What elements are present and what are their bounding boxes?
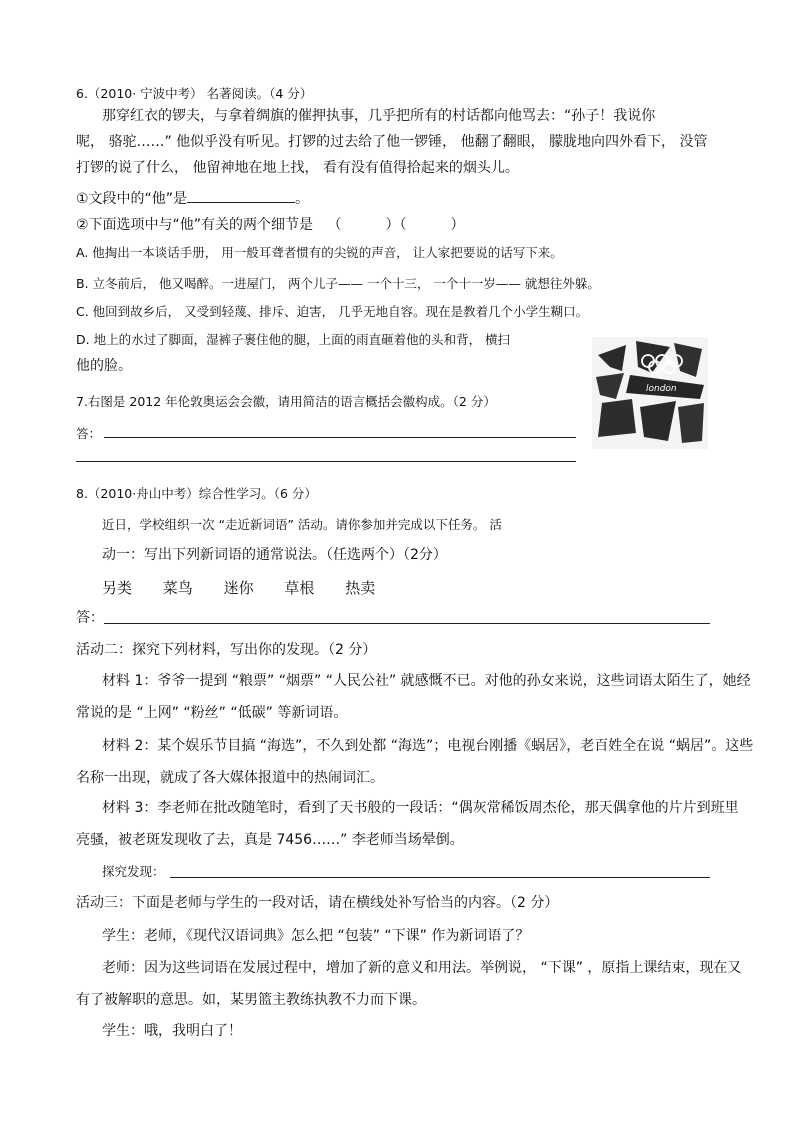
q7-answer-line-1[interactable]: [104, 437, 576, 438]
q8-dialog-teacher-line-2: 有了被解职的意思。如，某男篮主教练执教不力而下课。: [76, 992, 426, 1008]
word-item: 草根: [284, 579, 315, 597]
q7-answer-line-2[interactable]: [76, 461, 576, 462]
q6-item-2: [76, 215, 465, 235]
q6-item-1-suffix: 。: [295, 191, 310, 207]
q6-item-2-paren-mid: ）（: [385, 217, 407, 233]
emblem-london-text: london: [646, 384, 677, 394]
q6-item-2-text: ②下面选项中与“他”有关的两个细节是: [76, 217, 314, 233]
word-item: 另类: [102, 579, 133, 597]
q6-option-d-line-2: 他的脸。: [76, 358, 132, 374]
q8-material-1-line-1: 材料 1：爷爷一提到 “粮票” “烟票” “人民公社” 就感慨不已。对他的孙女来说，这些词语太陌生了，她经: [102, 673, 751, 689]
q8-word-list: [102, 578, 375, 598]
q8-header: 8.（2010·舟山中考）综合性学习。（6 分）: [76, 486, 317, 501]
q8-dialog-teacher-line-1: 老师：因为这些词语在发展过程中，增加了新的意义和用法。举例说， “下课” ，原指上课结束，现在又: [102, 960, 742, 976]
q8-activity-2: 活动二：探究下列材料，写出你的发现。（2 分）: [76, 642, 377, 658]
london-2012-emblem: [592, 337, 708, 449]
q6-item-1: [76, 188, 309, 209]
q8-answer-label: 答：: [76, 610, 104, 626]
q8-material-2-line-2: 名称一出现，就成了各大媒体报道中的热闹词汇。: [76, 770, 384, 786]
q6-passage-line-3: 打锣的说了什么， 他留神地在地上找， 看有没有值得拾起来的烟头儿。: [76, 160, 519, 176]
q6-option-a: A. 他掏出一本谈话手册， 用一般耳聋者惯有的尖锐的声音， 让人家把要说的话写下来。: [76, 245, 563, 260]
q8-dialog-student-2: 学生：哦，我明白了！: [102, 1023, 242, 1039]
q8-activity-1: 动一：写出下列新词语的通常说法。（任选两个）（2分）: [102, 547, 447, 563]
q8-material-3-line-1: 材料 3：李老师在批改随笔时，看到了天书般的一段话：“偶灰常稀饭周杰伦，那天偶拿他的片片到班里: [102, 800, 739, 816]
q6-option-d-line-1: D. 地上的水过了脚面，湿裤子裹住他的腿，上面的雨直砸着他的头和背， 横扫: [76, 332, 511, 347]
q8-answer-line[interactable]: [104, 623, 710, 624]
q8-discovery-label: 探究发现：: [102, 864, 165, 879]
q6-item-1-answer-blank[interactable]: [187, 188, 295, 203]
q8-dialog-student-1: 学生：老师，《现代汉语词典》怎么把 “包装” “下课” 作为新词语了？: [102, 928, 530, 944]
q8-material-1-line-2: 常说的是 “上网” “粉丝” “低碳” 等新词语。: [76, 705, 348, 721]
q6-option-c: C. 他回到故乡后， 又受到轻蔑、排斥、迫害， 几乎无地自容。现在是教着几个小学生糊口。: [76, 304, 589, 319]
q6-passage-line-2: 呢， 骆驼……” 他似乎没有听见。打锣的过去给了他一锣锤， 他翻了翻眼， 朦胧地向四外看下， 没管: [76, 134, 708, 150]
q8-activity-3: 活动三：下面是老师与学生的一段对话，请在横线处补写恰当的内容。（2 分）: [76, 895, 559, 911]
q6-item-1-prefix: ①文段中的“他”是: [76, 191, 188, 207]
word-item: 热卖: [345, 579, 376, 597]
q6-header: 6.（2010· 宁波中考） 名著阅读。（4 分）: [76, 86, 313, 101]
q8-material-3-line-2: 亮骚，被老斑发现收了去，真是 7456……” 李老师当场晕倒。: [76, 832, 464, 848]
q8-intro: 近日，学校组织一次 “走近新词语” 活动。请你参加并完成以下任务。 活: [102, 517, 502, 532]
q6-passage-line-1: 那穿红衣的锣夫，与拿着绸旗的催押执事，几乎把所有的村话都向他骂去：“孙子！我说你: [102, 108, 656, 124]
q6-item-2-paren-close: ）: [450, 217, 465, 233]
q8-material-2-line-1: 材料 2：某个娱乐节目搞 “海选”，不久到处都 “海选”；电视台刚播《蜗居》，老百姓全在说 “蜗居”。这些: [102, 738, 754, 754]
q6-item-2-paren-open: （: [327, 217, 342, 233]
q7-answer-label: 答：: [76, 426, 102, 441]
word-item: 菜鸟: [162, 579, 193, 597]
q8-discovery-answer-line[interactable]: [170, 877, 710, 878]
q6-option-b: B. 立冬前后， 他又喝醉。一进屋门， 两个儿子—— 一个十三， 一个十一岁—— 就想往外躲。: [76, 276, 600, 291]
q7-question: 7.右图是 2012 年伦敦奥运会会徽，请用简洁的语言概括会徽构成。（2 分）: [76, 394, 496, 409]
word-item: 迷你: [223, 579, 254, 597]
